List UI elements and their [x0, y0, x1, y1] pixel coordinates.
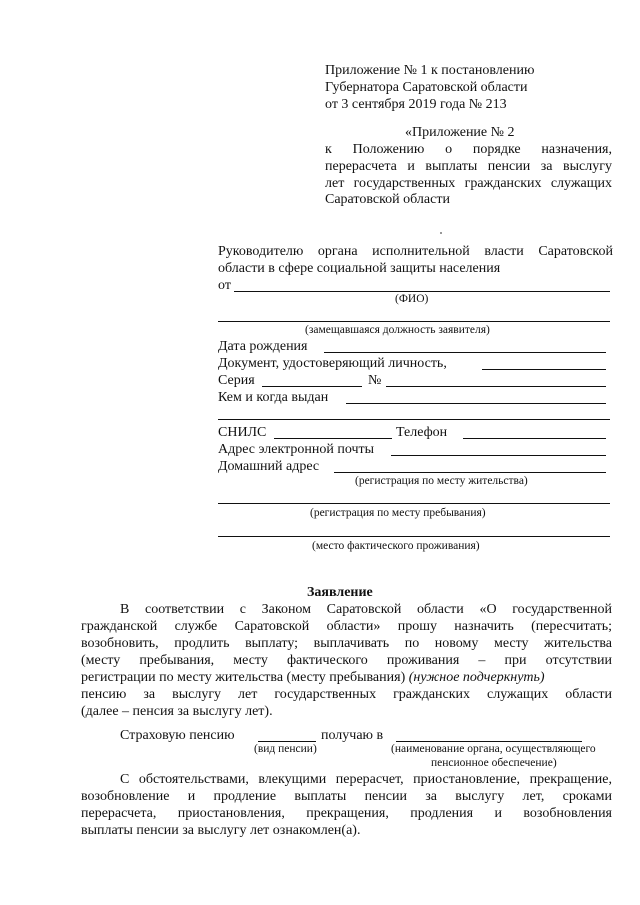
id-document-field[interactable] [482, 369, 606, 370]
annex2-line-4: Саратовской области [325, 192, 450, 207]
position-field[interactable] [218, 321, 610, 322]
organ-caption-2: пенсионное обеспечение) [431, 757, 557, 769]
annex-line-3: от 3 сентября 2019 года № 213 [325, 97, 507, 112]
actual-residence-field[interactable] [218, 536, 610, 537]
email-label: Адрес электронной почты [218, 442, 375, 457]
paragraph-1-line-7: (далее – пенсия за выслугу лет). [81, 704, 273, 719]
home-address-field[interactable] [334, 472, 606, 473]
annex2-line-3: лет государственных гражданских служащих [325, 176, 612, 191]
number-label: № [368, 373, 382, 388]
email-field[interactable] [391, 455, 606, 456]
position-caption: (замещавшаяся должность заявителя) [305, 324, 490, 336]
issued-by-field-2[interactable] [218, 419, 610, 420]
statement-title: Заявление [307, 585, 373, 600]
fio-caption: (ФИО) [395, 293, 429, 305]
paragraph-1-line-6: пенсию за выслугу лет государственных гражданских служащих области [81, 687, 612, 702]
reg-stay-field[interactable] [218, 503, 610, 504]
paragraph-1-line-5-text: регистрации по месту жительства (месту пребывания) [81, 670, 406, 685]
id-document-label: Документ, удостоверяющий личность, [218, 356, 447, 371]
paragraph-1-line-3: возобновить, продлить выплату; выплачивать по новому месту жительства [81, 636, 612, 651]
annex2-line-1: к Положению о порядке назначения, [325, 142, 612, 157]
snils-label: СНИЛС [218, 425, 267, 440]
paragraph-2-line-1: С обстоятельствами, влекущими перерасчет, приостановление, прекращение, [120, 772, 612, 787]
insurance-pension-label: Страховую пенсию [120, 728, 235, 743]
organ-caption-1: (наименование органа, осуществляющего [391, 743, 596, 755]
birth-date-field[interactable] [324, 352, 606, 353]
paragraph-1-line-5 [81, 669, 545, 686]
birth-date-label: Дата рождения [218, 339, 308, 354]
from-label: от [218, 278, 231, 293]
number-field[interactable] [386, 386, 606, 387]
annex2-line-2: перерасчета и выплаты пенсии за выслугу [325, 159, 612, 174]
annex2-title: «Приложение № 2 [405, 125, 515, 140]
series-label: Серия [218, 373, 255, 388]
underline-hint: (нужное подчеркнуть) [408, 670, 545, 685]
paragraph-1-line-1: В соответствии с Законом Саратовской области «О государственной [120, 602, 612, 617]
phone-field[interactable] [463, 438, 606, 439]
home-address-label: Домашний адрес [218, 459, 320, 474]
reg-residence-caption: (регистрация по месту жительства) [355, 475, 528, 487]
snils-field[interactable] [274, 438, 392, 439]
reg-stay-caption: (регистрация по месту пребывания) [310, 507, 486, 519]
series-field[interactable] [262, 386, 362, 387]
addressee-line-1: Руководителю органа исполнительной власти Саратовской [218, 244, 613, 259]
paragraph-1-line-4: (месту пребывания, месту фактического проживания – при отсутствии [81, 653, 612, 668]
actual-residence-caption: (место фактического проживания) [312, 540, 480, 552]
pension-type-caption: (вид пенсии) [254, 743, 317, 755]
paragraph-1-line-2: гражданской службе Саратовской области» прошу назначить (пересчитать; [81, 619, 612, 634]
scan-speck [440, 232, 442, 234]
paragraph-2-line-4: выплаты пенсии за выслугу лет ознакомлен(а). [81, 823, 361, 838]
annex-line-2: Губернатора Саратовской области [325, 80, 528, 95]
phone-label: Телефон [396, 425, 448, 440]
annex-line-1: Приложение № 1 к постановлению [325, 63, 535, 78]
paragraph-2-line-3: перерасчета, приостановления, прекращения, продления и возобновления [81, 806, 612, 821]
paragraph-2-line-2: возобновление и продление выплаты пенсии за выслугу лет, сроками [81, 789, 612, 804]
issued-by-label: Кем и когда выдан [218, 390, 329, 405]
addressee-line-2: области в сфере социальной защиты населения [218, 261, 501, 276]
issued-by-field[interactable] [346, 403, 606, 404]
receive-label: получаю в [321, 728, 384, 743]
